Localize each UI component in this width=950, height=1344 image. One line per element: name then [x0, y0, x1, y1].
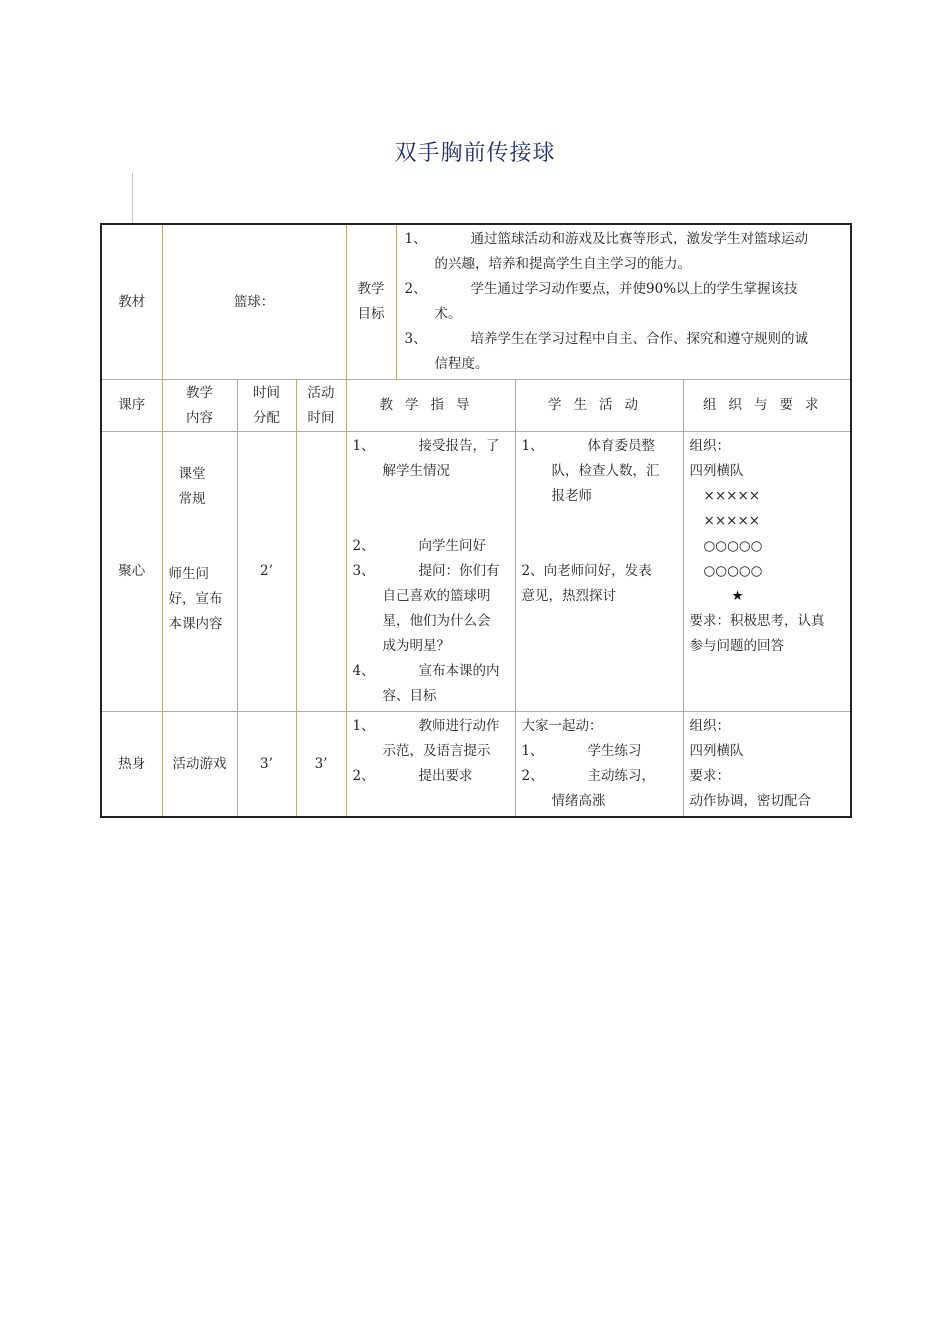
list-item: 1、 学生练习	[521, 743, 642, 759]
row-content: 活动游戏	[162, 712, 237, 818]
row-student	[515, 432, 683, 712]
list-item: 2、 主动练习， 情绪高涨	[521, 768, 656, 809]
formation-line: ○○○○○	[703, 538, 763, 554]
list-item: 1、 教师进行动作 示范，及语言提示	[352, 718, 500, 759]
goal-item: 2、 学生通过学习动作要点，并使90%以上的学生掌握该技 术。	[404, 281, 798, 322]
goals-label: 教学 目标	[346, 224, 396, 380]
material-label: 教材	[101, 224, 162, 380]
row-content: 课堂 常规 师生问 好，宣布 本课内容	[162, 432, 237, 712]
list-item: 2、向老师问好，发表 意见，热烈探讨	[521, 563, 652, 604]
row-guidance	[346, 712, 515, 818]
material-value: 篮球：	[162, 224, 346, 380]
row-organization: 组织： 四列横队 ××××× ××××× ○○○○○ ○○○○○ ★ 要求：积极思考，认真 参与问题的回答	[683, 432, 851, 712]
goal-item: 3、 培养学生在学习过程中自主、合作、探究和遵守规则的诚 信程度。	[404, 331, 809, 372]
list-item: 1、 体育委员整 队，检查人数，汇 报老师	[521, 438, 660, 504]
col-content: 教学 内容	[162, 380, 237, 432]
row-time: 3’	[237, 712, 296, 818]
list-item: 4、 宣布本课的内 容、目标	[352, 663, 500, 704]
goal-item: 1、 通过篮球活动和游戏及比赛等形式，激发学生对篮球运动 的兴趣，培养和提高学生自主学习的能力。	[404, 231, 809, 272]
column-header-row	[101, 380, 851, 432]
col-student: 学生活动	[515, 380, 683, 432]
teacher-star-icon: ★	[731, 588, 744, 604]
row-activity-time: 3’	[296, 712, 346, 818]
row-organization: 组织： 四列横队 要求： 动作协调，密切配合	[683, 712, 851, 818]
row-order: 热身	[101, 712, 162, 818]
page-title: 双手胸前传接球	[394, 141, 556, 166]
row-guidance	[346, 432, 515, 712]
list-item: 2、 向学生问好	[352, 538, 487, 554]
row-order: 聚心	[101, 432, 162, 712]
formation-line: ×××××	[703, 488, 761, 504]
col-activity-time: 活动 时间	[296, 380, 346, 432]
list-item: 2、 提出要求	[352, 768, 473, 784]
row-activity-time	[296, 432, 346, 712]
list-item: 1、 接受报告，了 解学生情况	[352, 438, 500, 479]
formation-line: ○○○○○	[703, 563, 763, 579]
row-time: 2’	[237, 432, 296, 712]
table-row	[101, 712, 851, 818]
lesson-plan-table	[100, 223, 852, 818]
formation-line: ×××××	[703, 513, 761, 529]
list-item: 3、 提问：你们有 自己喜欢的篮球明 星，他们为什么会 成为明星？	[352, 563, 500, 654]
header-row	[101, 224, 851, 380]
table-row	[101, 432, 851, 712]
margin-rule	[132, 173, 133, 223]
col-order: 课序	[101, 380, 162, 432]
row-student: 大家一起动： 1、 学生练习 2、 主动练习， 情绪高涨	[515, 712, 683, 818]
col-guidance: 教学指导	[346, 380, 515, 432]
goals-list	[396, 224, 851, 380]
col-time: 时间 分配	[237, 380, 296, 432]
col-organization: 组织与要求	[683, 380, 851, 432]
